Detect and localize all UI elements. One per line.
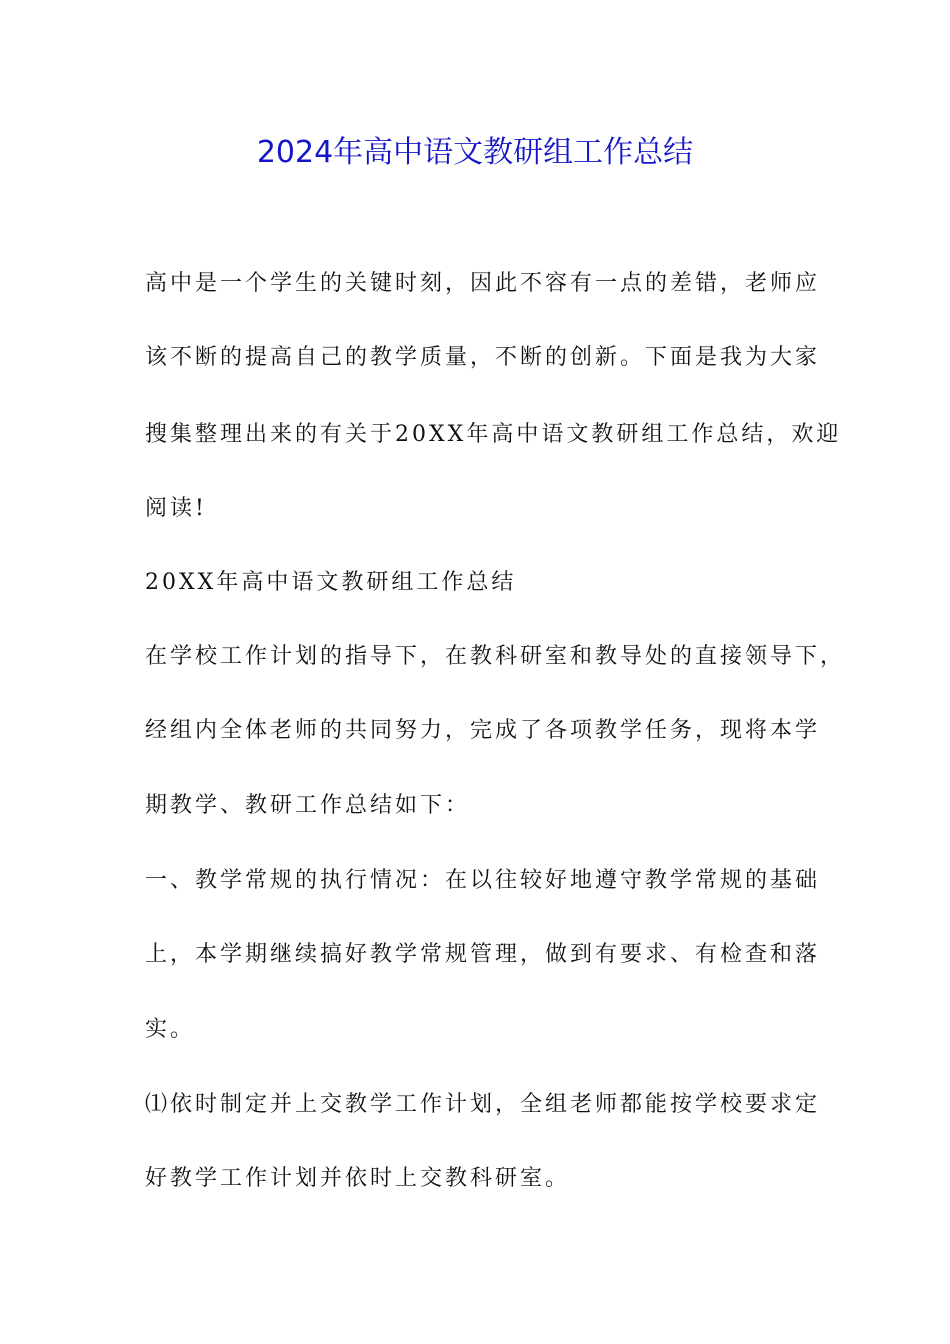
intro-line-4: 阅读! (145, 496, 207, 521)
paragraph-line-1: 在学校工作计划的指导下，在教科研室和教导处的直接领导下， (145, 644, 846, 669)
sub-item-one-line-1: ⑴依时制定并上交教学工作计划，全组老师都能按学校要求定 (145, 1092, 821, 1117)
sub-item-one-line-2: 好教学工作计划并依时上交教科研室。 (145, 1166, 571, 1191)
paragraph-line-2: 经组内全体老师的共同努力，完成了各项教学任务，现将本学 (145, 718, 821, 743)
document-title: 2024年高中语文教研组工作总结 (256, 135, 694, 170)
section-heading: 20XX年高中语文教研组工作总结 (145, 570, 517, 595)
intro-line-3: 搜集整理出来的有关于20XX年高中语文教研组工作总结，欢迎 (145, 422, 842, 447)
intro-line-1: 高中是一个学生的关键时刻，因此不容有一点的差错，老师应 (145, 271, 821, 296)
item-one-line-3: 实。 (145, 1017, 196, 1042)
intro-line-2: 该不断的提高自己的教学质量，不断的创新。下面是我为大家 (145, 345, 821, 370)
item-one-line-1: 一、教学常规的执行情况：在以往较好地遵守教学常规的基础 (145, 868, 821, 893)
paragraph-line-3: 期教学、教研工作总结如下： (145, 793, 471, 818)
item-one-line-2: 上，本学期继续搞好教学常规管理，做到有要求、有检查和落 (145, 942, 821, 967)
